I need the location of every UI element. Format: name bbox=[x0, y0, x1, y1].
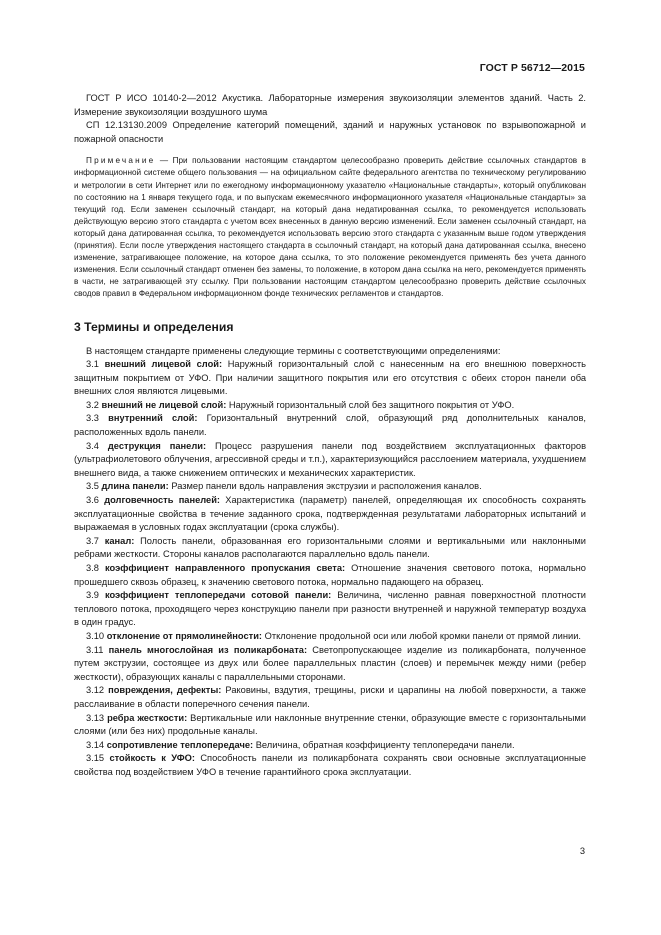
term-text: Горизонтальный внутренний слой, образующий ряд дополнительных каналов, расположенных вдоль панели. bbox=[74, 413, 586, 438]
term-name: ребра жесткости: bbox=[107, 712, 188, 723]
term-definition bbox=[74, 644, 586, 685]
term-name: сопротивление теплопередаче: bbox=[106, 739, 254, 750]
term-definition bbox=[74, 399, 586, 413]
term-number: 3.11 bbox=[86, 644, 104, 655]
term-number: 3.4 bbox=[86, 440, 99, 451]
term-name: стойкость к УФО: bbox=[109, 753, 195, 764]
term-number: 3.12 bbox=[86, 685, 105, 696]
note-label: Примечание bbox=[86, 156, 156, 166]
term-text: Величина, обратная коэффициенту теплопередачи панели. bbox=[255, 739, 515, 750]
term-text: Наружный горизонтальный слой без защитного покрытия от УФО. bbox=[228, 399, 515, 410]
term-name: коэффициент теплопередачи сотовой панели: bbox=[104, 590, 332, 601]
reference-item: СП 12.13130.2009 Определение категорий помещений, зданий и наружных установок по взрывопожарной и пожарной опасности bbox=[74, 120, 586, 144]
term-name: долговечность панелей: bbox=[104, 495, 221, 506]
term-definition bbox=[74, 739, 586, 753]
term-definition bbox=[74, 412, 586, 439]
term-number: 3.1 bbox=[86, 359, 99, 370]
term-name: внешний не лицевой слой: bbox=[101, 399, 227, 410]
section-title: 3 Термины и определения bbox=[74, 319, 234, 334]
term-text: Отношение значения светового потока, нормально прошедшего сквозь образец, к значению светового потока, нормально падающего на образец. bbox=[74, 563, 586, 587]
term-number: 3.6 bbox=[86, 495, 99, 506]
term-text: Размер панели вдоль направления экструзии и расположения каналов. bbox=[171, 481, 482, 492]
term-text: Величина, численно равная поверхностной плотности теплового потока, проходящего через конструкцию панели при разности внутренней и наружной температур воздуха в один градус. bbox=[74, 590, 586, 628]
term-definition bbox=[74, 494, 586, 535]
page-number: 3 bbox=[579, 846, 585, 856]
term-number: 3.9 bbox=[86, 590, 99, 601]
term-name: длина панели: bbox=[101, 481, 169, 492]
term-number: 3.7 bbox=[86, 535, 99, 546]
term-name: повреждения, дефекты: bbox=[108, 685, 222, 696]
term-name: панель многослойная из поликарбоната: bbox=[108, 644, 308, 655]
term-definition bbox=[74, 752, 586, 779]
term-text: Раковины, вздутия, трещины, риски и царапины на любой поверхности, а также расслаивание в области поперечного сечения панели. bbox=[74, 685, 586, 709]
term-text: Вертикальные или наклонные внутренние стенки, образующие вместе с горизонтальными слоями (или без них) продольные каналы. bbox=[74, 712, 586, 737]
term-text: Полость панели, образованная его горизонтальными слоями и вертикальными или наклонными ребрами жесткости. Стороны каналов располагаются параллельно вдоль панели. bbox=[74, 535, 586, 560]
term-definition bbox=[74, 630, 586, 644]
term-text: Характеристика (параметр) панелей, определяющая их способность сохранять эксплуатационные свойства в течение заданного срока, подтвержденная результатами лабораторных испытаний и выражаемая в условных годах эксплуатации (срока службы). bbox=[74, 495, 586, 533]
references-list bbox=[74, 92, 586, 146]
term-name: канал: bbox=[104, 535, 135, 546]
page-content bbox=[74, 92, 586, 780]
reference-item: ГОСТ Р ИСО 10140-2—2012 Акустика. Лабораторные измерения звукоизоляции элементов зданий. Часть 2. Измерение звукоизоляции воздушного шума bbox=[74, 93, 586, 117]
term-name: коэффициент направленного пропускания света: bbox=[104, 563, 346, 573]
term-text: Отклонение продольной оси или любой кромки панели от прямой линии. bbox=[264, 630, 581, 641]
term-definition bbox=[74, 684, 586, 711]
term-text: Светопропускающее изделие из поликарбоната, полученное путем экструзии, состоящее из двух или более параллельных пластин (слоев) и перемычек между ними (ребер жесткости), образующих каналы с параллельными сторонами. bbox=[74, 644, 586, 682]
term-name: отклонение от прямолинейности: bbox=[106, 630, 263, 641]
term-number: 3.3 bbox=[86, 413, 99, 424]
term-definition bbox=[74, 440, 586, 481]
term-text: Процесс разрушения панели под воздействием эксплуатационных факторов (ультрафиолетового облучения, агрессивной среды и т.п.), характеризующийся расслоением материала, ухудшением внешнего вида, а также снижением оптических и механических характеристик. bbox=[74, 440, 587, 478]
term-definition bbox=[74, 589, 586, 630]
document-code: ГОСТ Р 56712—2015 bbox=[479, 62, 585, 74]
terms-list bbox=[74, 358, 586, 779]
term-definition bbox=[74, 562, 586, 589]
term-text: Способность панели из поликарбоната сохранять свои основные эксплуатационные свойства под воздействием УФО в течение гарантийного срока эксплуатации. bbox=[74, 753, 586, 777]
term-definition bbox=[74, 358, 586, 399]
note-paragraph bbox=[74, 155, 586, 300]
term-definition bbox=[74, 535, 586, 562]
note-text: — При пользовании настоящим стандартом целесообразно проверить действие ссылочных стандартов в информационной системе общего пользования — на официальном сайте федерального агентства по техническому регулированию и метрологии в сети Интернет или по ежегодному информационному указателю «Национальные стандарты», который опубликован по состоянию на 1 января текущего года, и по выпускам ежемесячного информационного указателя «Национальные стандарты» за текущий год. Если заменен ссылочный стандарт, на который дана недатированная ссылка, то рекомендуется использовать действующую версию этого стандарта с учетом всех внесенных в данную версию изменений. Если заменен ссылочный стандарт, на который дана датированная ссылка, то рекомендуется использовать версию этого стандарта с указанным выше годом утверждения (принятия). Если после утверждения настоящего стандарта в ссылочный стандарт, на который дана датированная ссылка, внесено изменение, затрагивающее положение, на которое дана ссылка, то это положение рекомендуется применять без учета данного изменения. Если ссылочный стандарт отменен без замены, то положение, в котором дана ссылка на него, рекомендуется применять в части, не затрагивающей эту ссылку. При пользовании настоящим стандартом целесообразно проверить действие ссылочных сводов правил в Федеральном информационном фонде технических регламентов и стандартов. bbox=[74, 156, 586, 299]
term-name: внешний лицевой слой: bbox=[104, 359, 223, 370]
term-number: 3.14 bbox=[86, 739, 105, 750]
term-text: Наружный горизонтальный слой с нанесенным на его внешнюю поверхность защитным покрытием от УФО. При наличии защитного покрытия или его отсутствия с обеих сторон панели оба внешних слоя являются лицевыми. bbox=[74, 359, 587, 397]
term-number: 3.15 bbox=[86, 753, 105, 764]
term-number: 3.5 bbox=[86, 481, 99, 492]
term-number: 3.8 bbox=[86, 563, 99, 573]
term-name: внутренний слой: bbox=[108, 413, 198, 424]
section-intro: В настоящем стандарте применены следующие термины с соответствующими определениями: bbox=[86, 345, 501, 356]
term-definition bbox=[74, 480, 586, 494]
term-number: 3.13 bbox=[86, 712, 105, 723]
term-name: деструкция панели: bbox=[107, 440, 207, 451]
term-number: 3.10 bbox=[86, 630, 105, 641]
term-number: 3.2 bbox=[86, 399, 99, 410]
term-definition bbox=[74, 712, 586, 739]
